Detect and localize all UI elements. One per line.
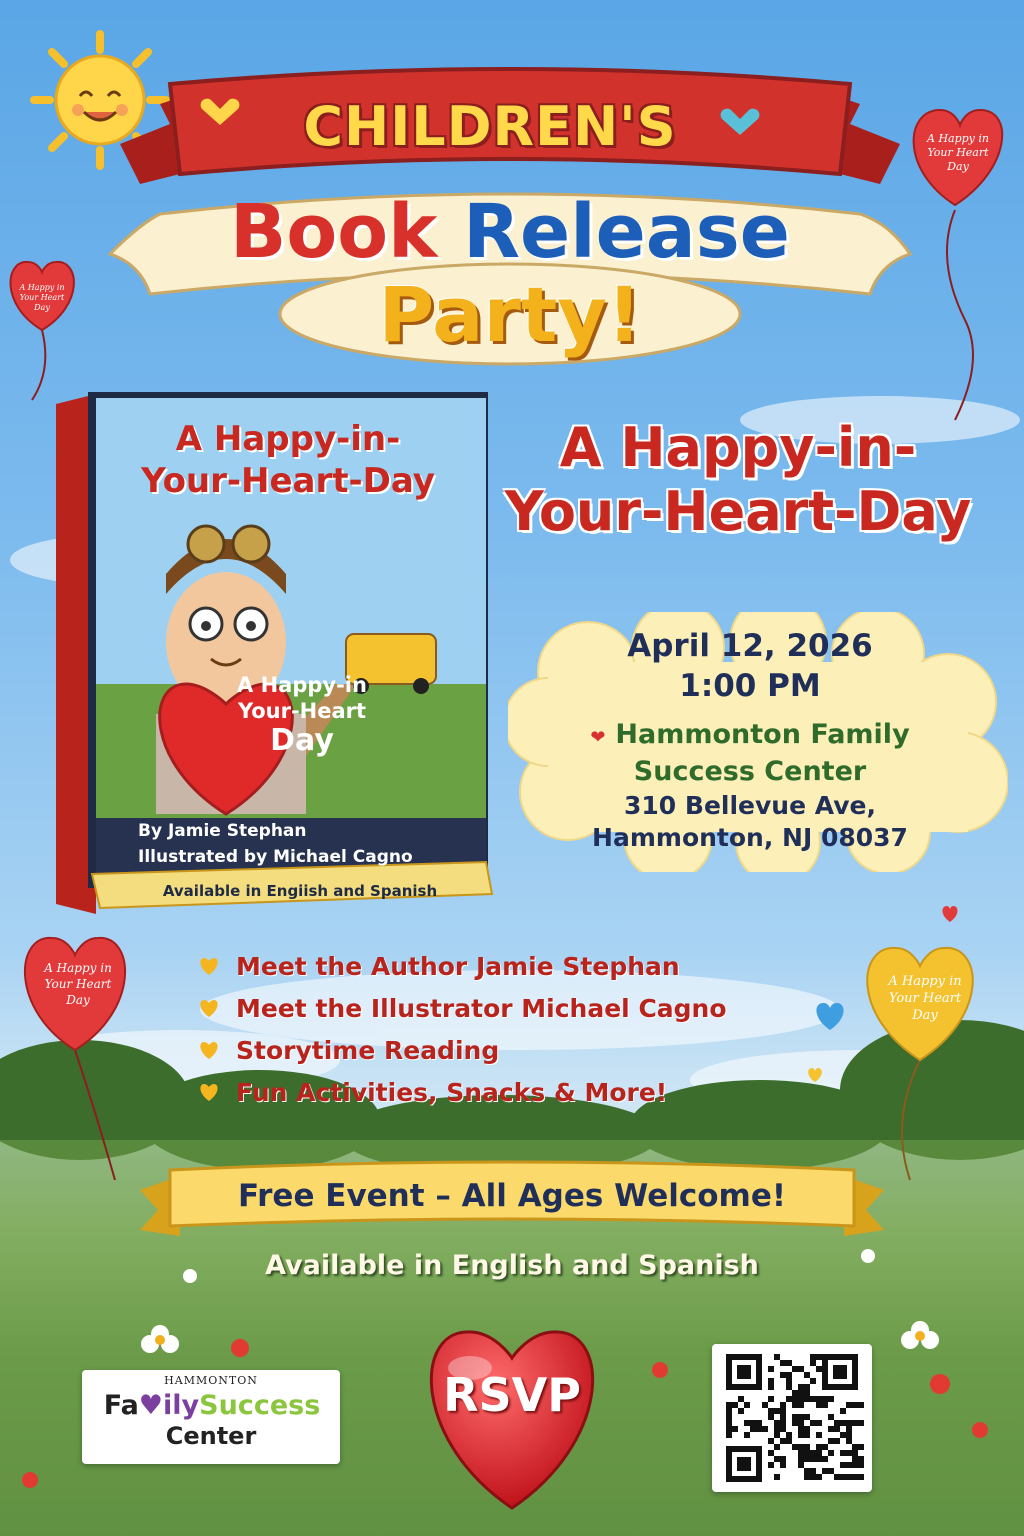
heart-bullet-icon xyxy=(198,989,224,1031)
heart-balloon-icon xyxy=(914,110,1003,420)
event-address xyxy=(540,790,960,860)
language-availability: Available in English and Spanish xyxy=(265,1250,759,1281)
logo-text-ily: ily xyxy=(163,1390,200,1421)
feature-text: Storytime Reading xyxy=(236,1036,500,1065)
balloon-text: Your Heart xyxy=(888,991,962,1006)
logo-text-fa: Fa xyxy=(103,1390,139,1421)
book-availability: Available in Engiish and Spanish xyxy=(162,882,438,900)
venue-line2: Success Center xyxy=(633,756,867,787)
event-title xyxy=(488,416,988,586)
rsvp-button[interactable]: RSVP xyxy=(443,1368,581,1422)
balloon-text: A Happy in xyxy=(927,132,989,145)
book-credits xyxy=(138,818,478,878)
heart-title-line1: A Happy-in xyxy=(237,673,367,697)
feature-text: Meet the Author Jamie Stephan xyxy=(236,952,680,981)
heart-title-line3: Day xyxy=(270,723,334,758)
heart-title-line2: Your-Heart xyxy=(237,699,367,723)
balloon-text: A Happy in xyxy=(19,283,65,292)
event-date: April 12, 2026 xyxy=(627,628,873,664)
address-line2: Hammonton, NJ 08037 xyxy=(592,823,908,852)
event-time: 1:00 PM xyxy=(679,668,821,704)
list-item xyxy=(198,946,798,988)
book-illustrator: Illustrated by Michael Cagno xyxy=(138,847,413,867)
heart-balloon-icon xyxy=(11,262,74,400)
list-item xyxy=(198,1072,798,1114)
book-cover-title-line1: A Happy-in- xyxy=(175,419,401,459)
heart-bullet-icon xyxy=(198,947,224,989)
logo-figure-icon: ♥ xyxy=(138,1390,164,1421)
title-childrens: CHILDREN'S xyxy=(303,95,677,158)
balloon-text: Day xyxy=(947,160,969,173)
logo-top-text: HAMMONTON xyxy=(164,1374,258,1387)
balloon-text: A Happy in xyxy=(888,974,962,989)
qr-code-frame[interactable] xyxy=(712,1344,872,1492)
event-venue xyxy=(560,718,940,788)
feature-text: Fun Activities, Snacks & More! xyxy=(236,1078,668,1107)
balloon-text: Your Heart xyxy=(19,293,65,302)
balloon-text: Day xyxy=(912,1008,938,1023)
balloon-text: A Happy in xyxy=(44,961,112,975)
event-title-line1: A Happy-in- xyxy=(559,416,917,479)
book-heart-title xyxy=(222,672,382,782)
balloon-text: Day xyxy=(34,303,50,312)
title-word-release: Release xyxy=(463,189,790,275)
venue-line1 xyxy=(560,718,940,755)
title-word-book: Book xyxy=(230,189,438,275)
book-cover-title-line2: Your-Heart-Day xyxy=(141,461,435,501)
address-line1: 310 Bellevue Ave, xyxy=(624,791,876,820)
balloon-text: Your Heart xyxy=(44,977,112,991)
book-author: By Jamie Stephan xyxy=(138,821,307,841)
balloon-text: Day xyxy=(66,993,90,1007)
heart-bullet-icon xyxy=(198,1031,224,1073)
balloon-text: Your Heart xyxy=(927,146,989,159)
location-heart-icon: ❤ xyxy=(590,727,606,748)
book-cover-title xyxy=(108,418,468,508)
feature-list xyxy=(198,946,798,1116)
heart-bullet-icon xyxy=(198,1073,224,1115)
heart-balloon-icon xyxy=(25,938,125,1180)
logo-text-success: Success xyxy=(199,1390,321,1421)
list-item xyxy=(198,988,798,1030)
free-event-banner: Free Event – All Ages Welcome! xyxy=(237,1178,787,1214)
qr-code-icon[interactable] xyxy=(712,1344,872,1492)
event-title-line2: Your-Heart-Day xyxy=(504,480,972,543)
logo-bottom-text: Center xyxy=(165,1422,257,1450)
venue-line1-text: Hammonton Family xyxy=(615,719,910,750)
feature-text: Meet the Illustrator Michael Cagno xyxy=(236,994,727,1023)
title-party: Party! xyxy=(378,270,642,359)
heart-balloon-icon xyxy=(867,948,972,1180)
logo-main-text xyxy=(92,1388,332,1424)
list-item xyxy=(198,1030,798,1072)
